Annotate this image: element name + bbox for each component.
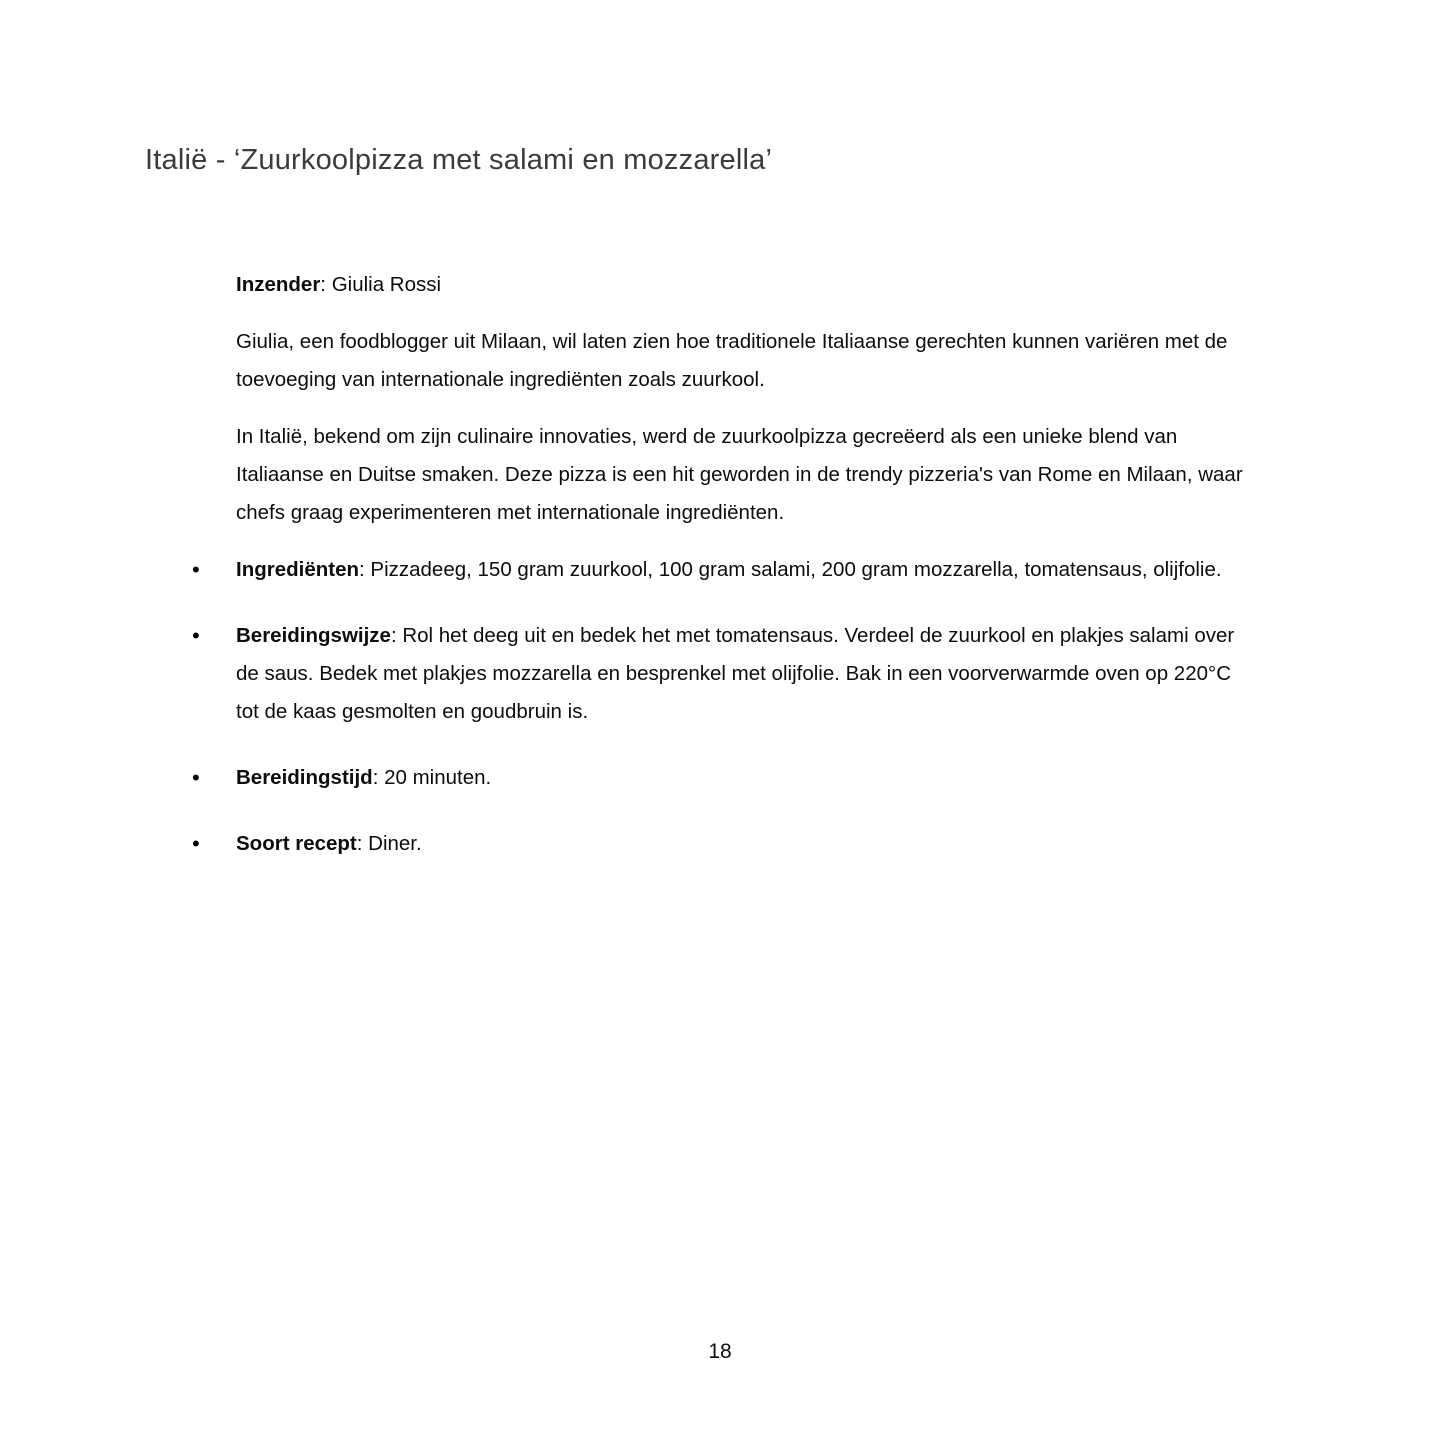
bullet-label: Ingrediënten [236, 558, 360, 581]
background-paragraph: In Italië, bekend om zijn culinaire innovaties, werd de zuurkoolpizza gecreëerd als een unieke blend van Italiaanse en Duitse smaken. Deze pizza is een hit geworden in de trendy pizzeria's van Rome en Milaan, waar chefs graag experimenteren met internationale ingrediënten. [236, 425, 1243, 524]
bullet-text: : Rol het deeg uit en bedek het met tomatensaus. Verdeel de zuurkool en plakjes salami over de saus. Bedek met plakjes mozzarella en besprenkel met olijfolie. Bak in een voorverwarmde oven op 220°C tot de kaas gesmolten en goudbruin is. [236, 624, 1235, 723]
list-item-prep-time [236, 759, 1250, 797]
inzender-line [236, 266, 1250, 304]
bullet-text: : Pizzadeeg, 150 gram zuurkool, 100 gram salami, 200 gram mozzarella, tomatensaus, olijfolie. [359, 558, 1222, 581]
inzender-label: Inzender [236, 273, 321, 296]
bullet-label: Soort recept [236, 832, 357, 855]
inzender-value: : Giulia Rossi [320, 273, 442, 296]
page-title: Italië - ‘Zuurkoolpizza met salami en mozzarella’ [145, 144, 773, 176]
list-item-recipe-type [236, 825, 1250, 863]
bullet-text: : Diner. [356, 832, 422, 855]
recipe-bullet-list [236, 551, 1250, 863]
intro-paragraph: Giulia, een foodblogger uit Milaan, wil laten zien hoe traditionele Italiaanse gerechten kunnen variëren met de toevoeging van internationale ingrediënten zoals zuurkool. [236, 330, 1228, 391]
list-item-ingredients [236, 551, 1250, 589]
bullet-label: Bereidingstijd [236, 766, 373, 789]
bullet-label: Bereidingswijze [236, 624, 391, 647]
bullet-text: : 20 minuten. [372, 766, 492, 789]
list-item-preparation [236, 617, 1250, 731]
page-number: 18 [708, 1340, 732, 1363]
document-body [236, 266, 1250, 891]
